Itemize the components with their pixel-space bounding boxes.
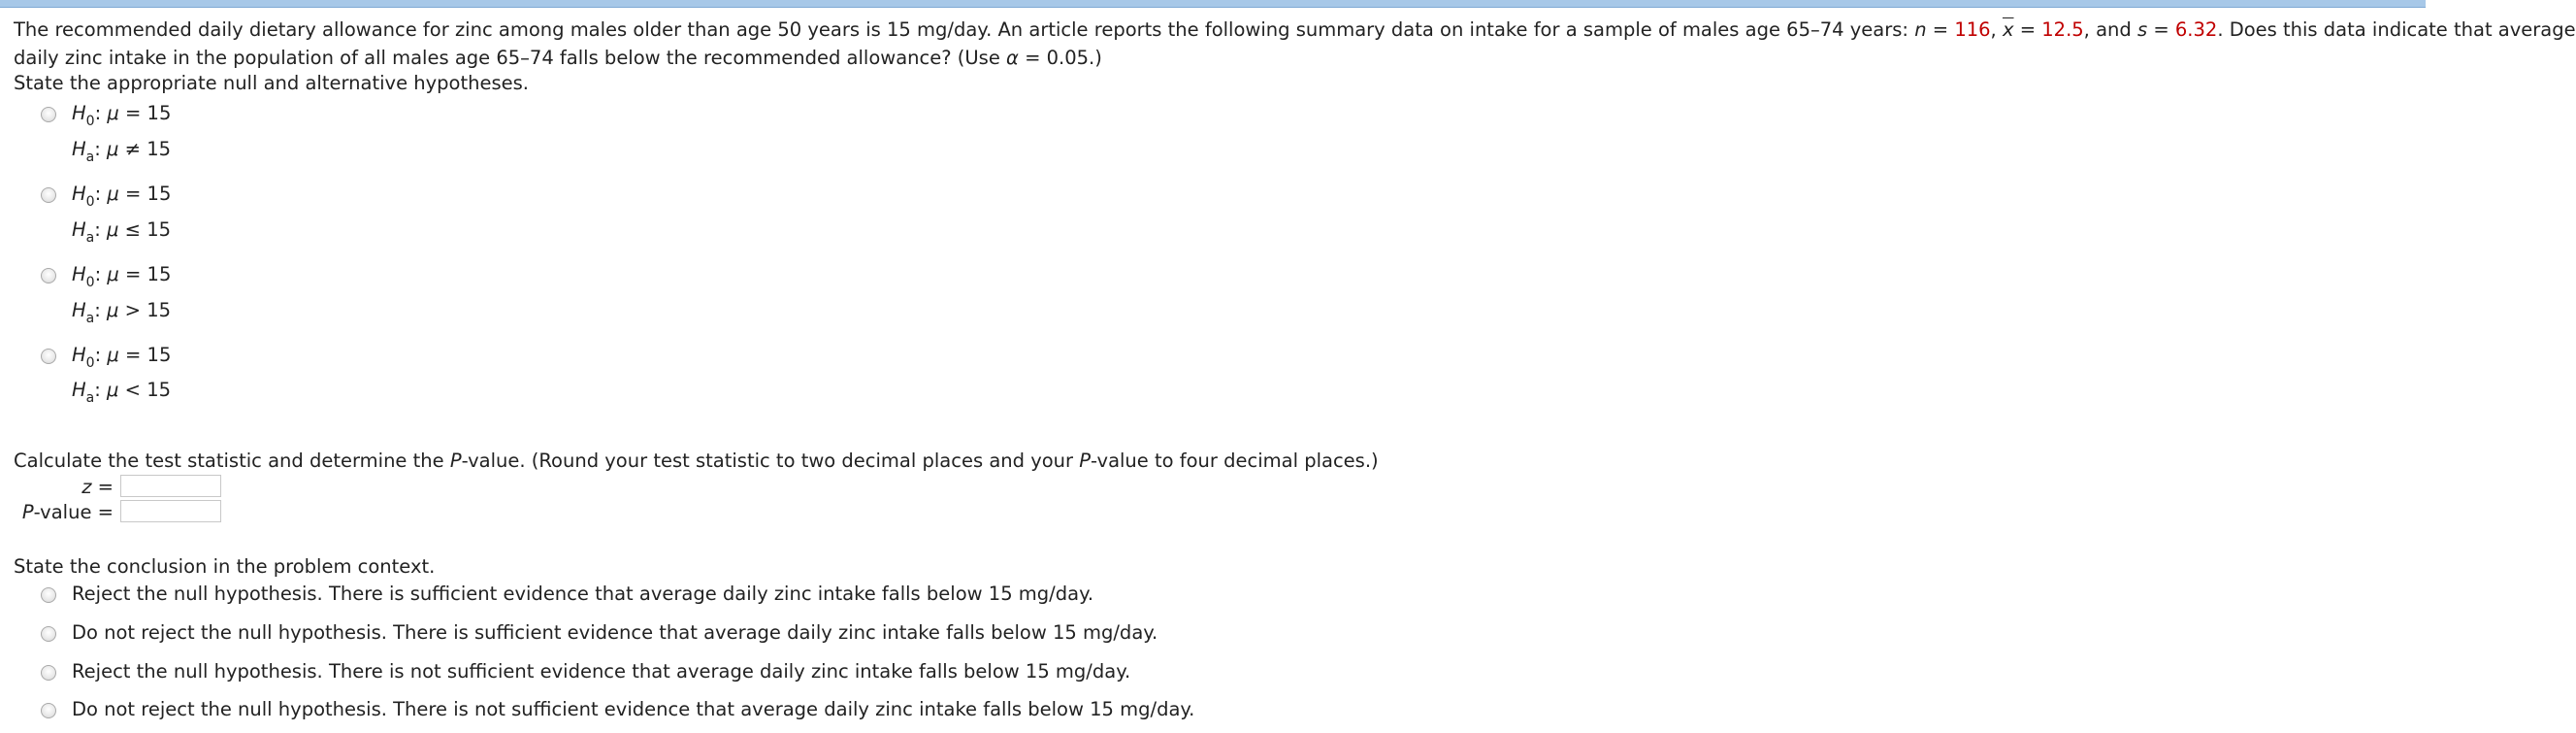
h0-line: $H_0$: μ = 15 (72, 183, 172, 210)
s-symbol: s (2136, 18, 2148, 41)
z-label (82, 476, 114, 498)
p-value-label (22, 501, 114, 523)
mu-symbol: μ (107, 263, 119, 285)
hypothesis-radio-4[interactable] (41, 349, 56, 364)
h0-letter: H (72, 344, 86, 366)
ha-relation: > 15 (118, 299, 172, 321)
question-line-1 (14, 16, 2576, 44)
conclusion-radio-1[interactable] (41, 587, 56, 603)
equals: = (2013, 18, 2042, 41)
top-border-bar (0, 0, 2426, 8)
ha-subscript: a (85, 230, 95, 246)
equals: = (2147, 18, 2175, 41)
conclusion-option-label: Reject the null hypothesis. There is not sufficient evidence that average daily zinc intake falls below 15 mg/day. (72, 660, 1131, 683)
ha-letter: H (72, 138, 86, 160)
mu-symbol: μ (107, 183, 119, 205)
mu-symbol: μ (107, 138, 119, 160)
hypothesis-radio-2[interactable] (41, 187, 56, 203)
h0-letter: H (72, 102, 86, 124)
ha-subscript: a (85, 150, 95, 165)
h0-line: $H_0$: μ = 15 (72, 263, 172, 290)
ha-line: $H_a$: μ > 15 (72, 299, 172, 326)
p-italic: P (1079, 450, 1092, 472)
separator: , and (2083, 18, 2137, 41)
p-italic: P (449, 450, 462, 472)
ha-letter: H (72, 379, 86, 401)
question-line-2 (14, 44, 2536, 72)
calc-prompt-part: -value to four decimal places.) (1091, 450, 1379, 472)
h0-line: $H_0$: μ = 15 (72, 344, 172, 371)
conclusion-option-label: Do not reject the null hypothesis. There is not sufficient evidence that average daily zinc intake falls below 15 mg/day. (72, 698, 1195, 720)
alpha-symbol: α (1006, 47, 1019, 69)
xbar-value: 12.5 (2041, 18, 2084, 41)
h0-line: $H_0$: μ = 15 (72, 102, 172, 129)
ha-subscript: a (85, 311, 95, 326)
h0-relation: = 15 (118, 102, 172, 124)
mu-symbol: μ (107, 218, 119, 241)
calc-prompt-part: -value. (Round your test statistic to two decimal places and your (461, 450, 1080, 472)
ha-letter: H (72, 299, 86, 321)
question-text-part: daily zinc intake in the population of all males age 65–74 falls below the recommended allowance? (Use (14, 47, 1007, 69)
alpha-value: = 0.05.) (1018, 47, 1102, 69)
equals: = (91, 476, 114, 498)
conclusion-prompt: State the conclusion in the problem context. (14, 555, 436, 578)
p-symbol: P (21, 501, 34, 523)
mu-symbol: μ (107, 344, 119, 366)
ha-line: $H_a$: μ ≠ 15 (72, 138, 172, 165)
h0-letter: H (72, 263, 86, 285)
h0-relation: = 15 (118, 183, 172, 205)
z-input[interactable] (120, 475, 221, 497)
h0-subscript: 0 (85, 194, 95, 210)
separator: , (1990, 18, 2003, 41)
question-text-part: . Does this data indicate that average (2217, 18, 2576, 41)
question-text-part: The recommended daily dietary allowance for zinc among males older than age 50 years is 15 mg/day. An article reports the following summary data on intake for a sample of males age 65–74 years: (14, 18, 1915, 41)
h0-relation: = 15 (118, 344, 172, 366)
h0-subscript: 0 (85, 114, 95, 129)
conclusion-radio-2[interactable] (41, 626, 56, 642)
conclusion-radio-4[interactable] (41, 703, 56, 718)
hypotheses-prompt: State the appropriate null and alternative hypotheses. (14, 72, 529, 94)
calc-prompt-part: Calculate the test statistic and determine the (14, 450, 450, 472)
ha-subscript: a (85, 390, 95, 406)
ha-line: $H_a$: μ ≤ 15 (72, 218, 172, 246)
hypothesis-radio-1[interactable] (41, 107, 56, 122)
question-text (14, 16, 2576, 72)
p-value-label-text: -value = (33, 501, 114, 523)
calc-prompt (14, 450, 1379, 472)
z-symbol: z (82, 476, 92, 498)
equals: = (1926, 18, 1955, 41)
conclusion-radio-3[interactable] (41, 665, 56, 681)
ha-line: $H_a$: μ < 15 (72, 379, 172, 406)
n-symbol: n (1914, 18, 1927, 41)
h0-subscript: 0 (85, 275, 95, 290)
mu-symbol: μ (107, 102, 119, 124)
ha-relation: ≤ 15 (118, 218, 172, 241)
mu-symbol: μ (107, 379, 119, 401)
p-value-input[interactable] (120, 500, 221, 522)
ha-relation: ≠ 15 (118, 138, 172, 160)
s-value: 6.32 (2174, 18, 2218, 41)
ha-relation: < 15 (118, 379, 172, 401)
xbar-symbol: $\overline{x}$ (2002, 18, 2014, 41)
h0-subscript: 0 (85, 355, 95, 371)
n-value: 116 (1954, 18, 1991, 41)
mu-symbol: μ (107, 299, 119, 321)
ha-letter: H (72, 218, 86, 241)
hypothesis-radio-3[interactable] (41, 268, 56, 283)
conclusion-option-label: Do not reject the null hypothesis. There is sufficient evidence that average daily zinc intake falls below 15 mg/day. (72, 621, 1158, 644)
h0-relation: = 15 (118, 263, 172, 285)
h0-letter: H (72, 183, 86, 205)
conclusion-option-label: Reject the null hypothesis. There is sufficient evidence that average daily zinc intake falls below 15 mg/day. (72, 583, 1094, 605)
